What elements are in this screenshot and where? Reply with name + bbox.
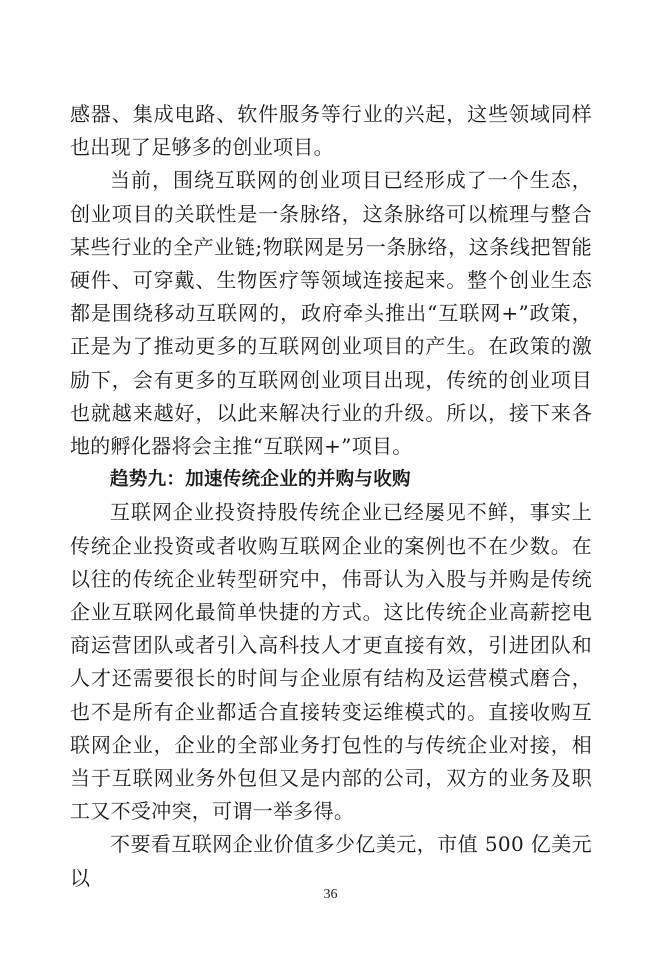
page-body [70,98,592,895]
page-number: 36 [323,887,338,902]
paragraph-ecosystem: 当前，围绕互联网的创业项目已经形成了一个生态，创业项目的关联性是一条脉络，这条脉络可以梳理与整合某些行业的全产业链;物联网是另一条脉络，这条线把智能硬件、可穿戴、生物医疗等领域连接起来。整个创业生态都是围绕移动互联网的，政府牵头推出“互联网+”政策，正是为了推动更多的互联网创业项目的产生。在政策的激励下，会有更多的互联网创业项目出现，传统的创业项目也就越来越好，以此来解决行业的升级。所以，接下来各地的孵化器将会主推“互联网+”项目。 [70,168,592,459]
paragraph-valuation: 不要看互联网企业价值多少亿美元，市值 500 亿美元以 [70,832,592,890]
paragraph-acquisition: 互联网企业投资持股传统企业已经屡见不鲜，事实上传统企业投资或者收购互联网企业的案例也不在少数。在以往的传统企业转型研究中，伟哥认为入股与并购是传统企业互联网化最简单快捷的方式。这比传统企业高薪挖电商运营团队或者引入高科技人才更直接有效，引进团队和人才还需要很长的时间与企业原有结构及运营模式磨合，也不是所有企业都适合直接转变运维模式的。直接收购互联网企业，企业的全部业务打包性的与传统企业对接，相当于互联网业务外包但又是内部的公司，双方的业务及职工又不受冲突，可谓一举多得。 [70,500,592,824]
paragraph-continuation: 感器、集成电路、软件服务等行业的兴起，这些领域同样也出现了足够多的创业项目。 [70,102,592,160]
section-heading: 趋势九：加速传统企业的并购与收购 [110,469,411,491]
